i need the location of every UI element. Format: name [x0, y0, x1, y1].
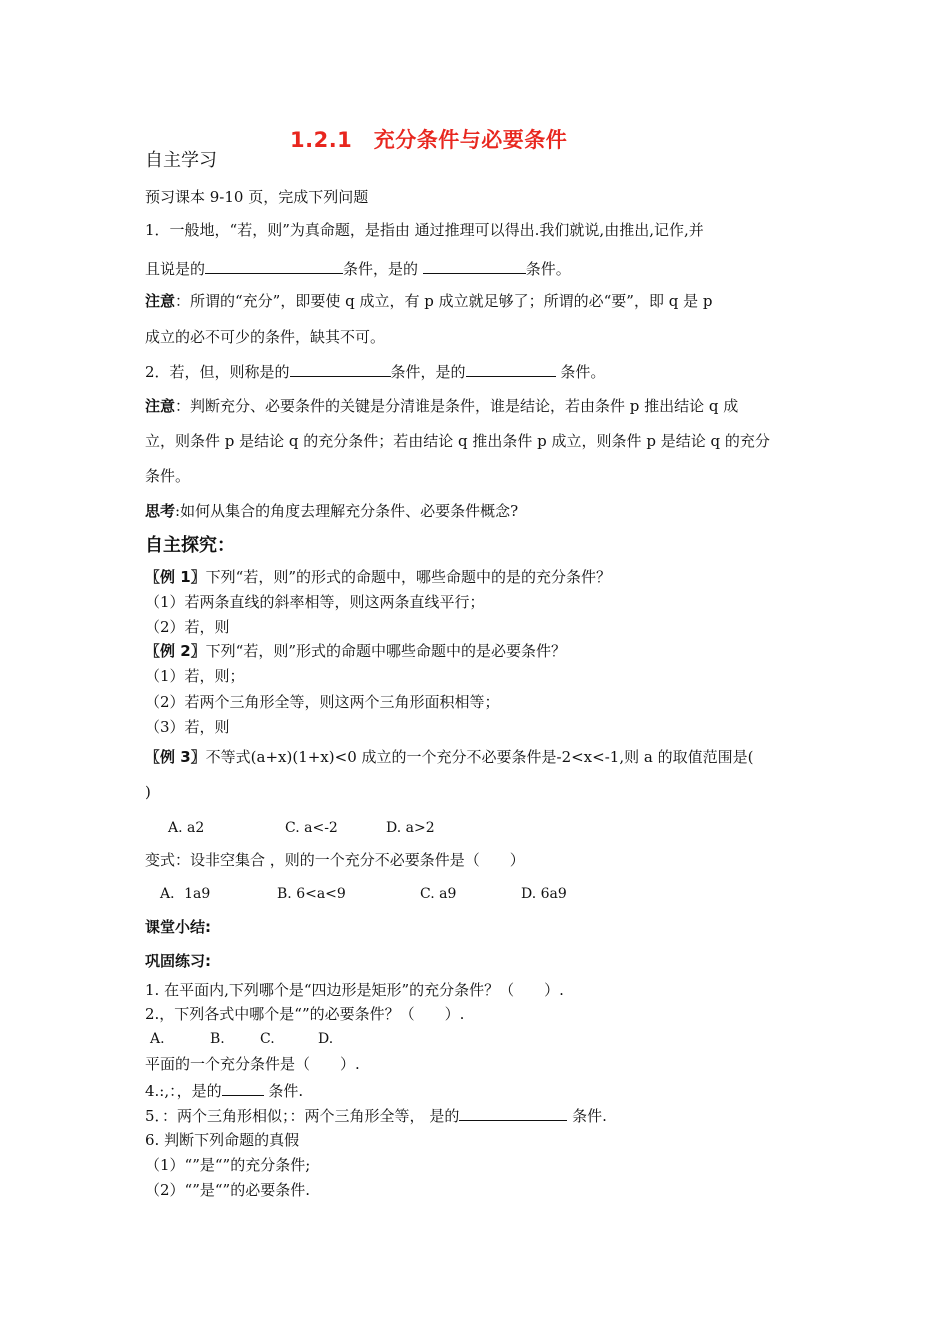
- variant-choices: [160, 884, 567, 904]
- item1-line1: 1．一般地，“若，则”为真命题，是指由 通过推理可以得出.我们就说,由推出,记作,并: [145, 221, 704, 239]
- example2-item2: （2）若两个三角形全等，则这两个三角形面积相等；: [145, 693, 500, 711]
- item2-line: [145, 361, 605, 382]
- variant-choice-d: D. 6a9: [521, 886, 567, 902]
- item1-text-c: 条件。: [525, 260, 571, 278]
- note1-line2: 成立的必不可少的条件，缺其不可。: [145, 328, 386, 346]
- blank-line: [466, 361, 556, 377]
- variant-choice-a: A．1a9: [160, 886, 211, 902]
- example1-line: [145, 567, 611, 587]
- example1-item2: （2）若，则: [145, 618, 230, 636]
- choice-d: D. a>2: [386, 820, 435, 836]
- practice-2: 2.，下列各式中哪个是“”的必要条件？（ ）.: [145, 1005, 465, 1023]
- blank-line: [222, 1080, 264, 1096]
- practice-5: [145, 1105, 607, 1126]
- example1-item1: （1）若两条直线的斜率相等，则这两条直线平行；: [145, 593, 485, 611]
- blank-line: [459, 1105, 567, 1121]
- think-text: :如何从集合的角度去理解充分条件、必要条件概念?: [175, 502, 519, 520]
- example3-label: 〖例 3〗: [145, 748, 206, 766]
- example1-text: 下列“若，则”的形式的命题中，哪些命题中的是的充分条件？: [205, 568, 612, 586]
- item1-text-b: 条件，是的: [343, 260, 423, 278]
- page-title: 1.2.1 充分条件与必要条件: [290, 128, 568, 152]
- item2-text-c: 条件。: [555, 363, 606, 381]
- example3-line: [145, 747, 753, 767]
- note2-line3: 条件。: [145, 467, 191, 485]
- example3-text: 不等式(a+x)(1+x)<0 成立的一个充分不必要条件是-2<x<-1,则 a 的取值范围是(: [205, 748, 754, 766]
- note2-text: ：判断充分、必要条件的关键是分清谁是条件，谁是结论，若由条件 p 推出结论 q 成: [175, 397, 739, 415]
- p4-text-b: 条件.: [263, 1082, 304, 1100]
- note1-line1: [145, 291, 712, 311]
- variant-line: 变式：设非空集合 ，则的一个充分不必要条件是（ ）: [145, 851, 525, 869]
- practice-6: 6. 判断下列命题的真假: [145, 1131, 300, 1149]
- example2-label: 〖例 2〗: [145, 642, 206, 660]
- p2-choice-d: D.: [318, 1031, 334, 1047]
- p2-choice-a: A.: [150, 1031, 165, 1047]
- practice-3: 平面的一个充分条件是（ ）.: [145, 1055, 360, 1073]
- item1-text-a: 且说是的: [145, 260, 206, 278]
- p4-text-a: 4.:,：，是的: [145, 1082, 222, 1100]
- item2-text-a: 2．若，但，则称是的: [145, 363, 290, 381]
- practice-heading: 巩固练习:: [145, 952, 211, 970]
- blank-line: [290, 361, 391, 377]
- note2-line2: 立，则条件 p 是结论 q 的充分条件；若由结论 q 推出条件 p 成立，则条件 p 是结论 q 的充分: [145, 432, 770, 450]
- note-label: 注意: [145, 292, 176, 310]
- summary-heading: 课堂小结:: [145, 918, 211, 936]
- example2-item1: （1）若，则；: [145, 667, 245, 685]
- section-self-study: 自主学习: [145, 150, 217, 171]
- p5-text-b: 条件.: [567, 1107, 607, 1125]
- preview-instruction: 预习课本 9-10 页，完成下列问题: [145, 188, 369, 206]
- p2-choice-b: B.: [210, 1031, 225, 1047]
- note1-text: ：所谓的“充分”，即要使 q 成立，有 p 成立就足够了；所谓的必“要”，即 q 是 p: [175, 292, 713, 310]
- example1-label: 〖例 1〗: [145, 568, 206, 586]
- blank-line: [205, 258, 343, 274]
- section-explore: 自主探究：: [145, 535, 235, 556]
- note-label: 注意: [145, 397, 176, 415]
- example3-close: ): [145, 783, 151, 801]
- choice-a: A. a2: [168, 820, 205, 836]
- item2-text-b: 条件，是的: [390, 363, 466, 381]
- practice-6-item1: （1）“”是“”的充分条件;: [145, 1156, 311, 1174]
- practice-4: [145, 1080, 303, 1101]
- practice-6-item2: （2）“”是“”的必要条件.: [145, 1181, 310, 1199]
- p2-choice-c: C.: [260, 1031, 275, 1047]
- practice-2-choices: [150, 1029, 334, 1049]
- blank-line: [423, 258, 526, 274]
- think-line: [145, 501, 518, 521]
- choice-c: C. a<-2: [285, 820, 338, 836]
- example3-choices: [168, 818, 435, 838]
- example2-item3: （3）若，则: [145, 718, 230, 736]
- item1-line2: [145, 258, 571, 279]
- note2-line1: [145, 396, 738, 416]
- variant-choice-b: B. 6<a<9: [277, 886, 346, 902]
- example2-line: [145, 641, 566, 661]
- example2-text: 下列“若，则”形式的命题中哪些命题中的是必要条件？: [205, 642, 567, 660]
- variant-choice-c: C. a9: [420, 886, 457, 902]
- practice-1: 1. 在平面内,下列哪个是“四边形是矩形”的充分条件？（ ）.: [145, 981, 564, 999]
- think-label: 思考: [145, 502, 176, 520]
- p5-text-a: 5．：两个三角形相似；：两个三角形全等， 是的: [145, 1107, 460, 1125]
